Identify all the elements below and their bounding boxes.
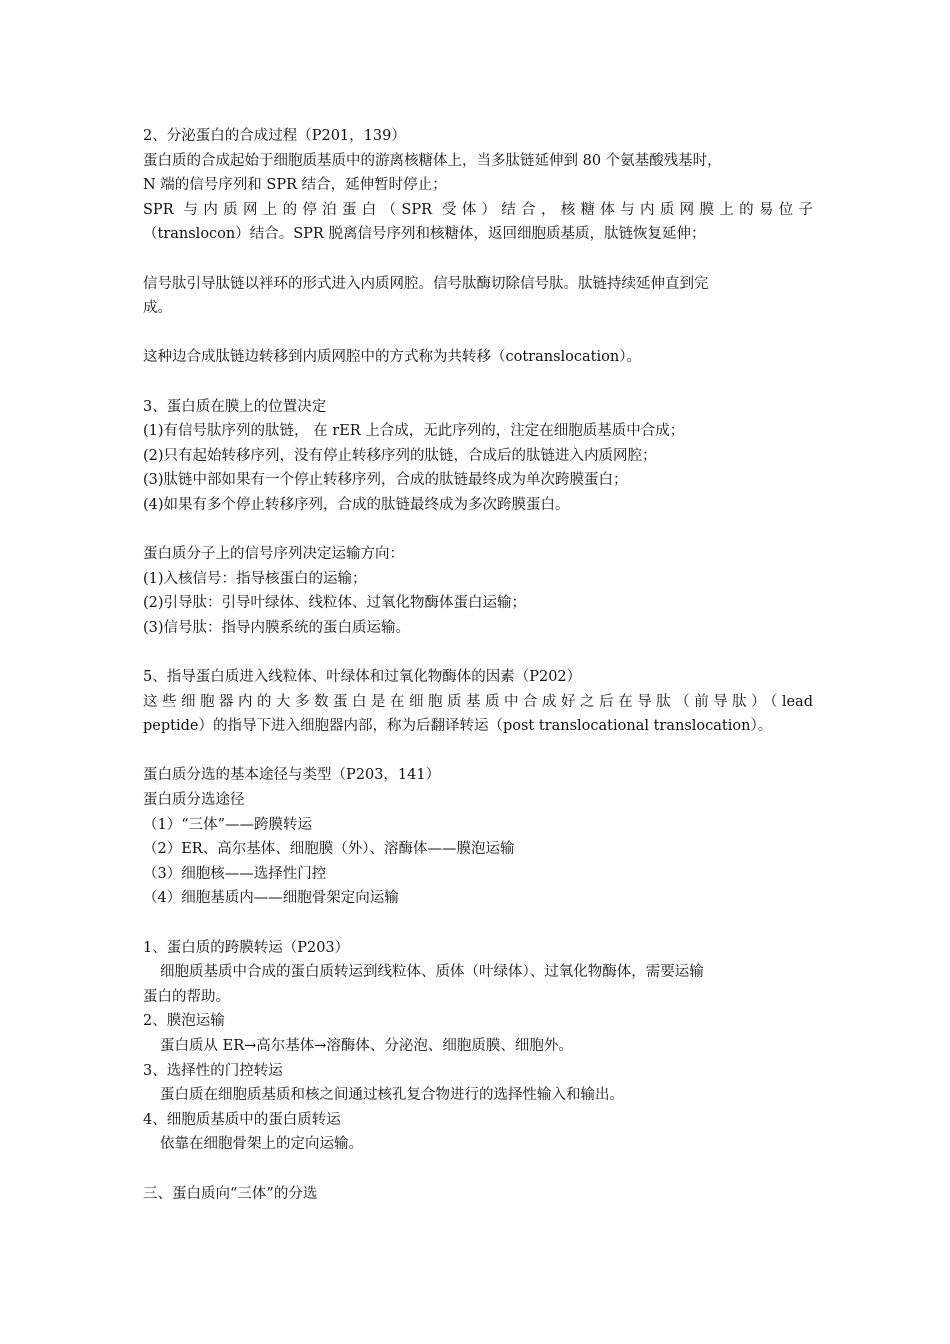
section-heading: 2、膜泡运输 xyxy=(143,1013,225,1030)
blank-line xyxy=(143,370,813,395)
list-item: (1)有信号肽序列的肽链， 在 rER 上合成，无此序列的，注定在细胞质基质中合成； xyxy=(143,423,685,440)
paragraph-line: 蛋白的帮助。 xyxy=(143,988,230,1005)
blank-line xyxy=(143,739,813,764)
paragraph-line: （translocon）结合。SPR 脱离信号序列和核糖体，返回细胞质基质，肽链恢复延伸； xyxy=(143,226,706,243)
section-heading: 2、分泌蛋白的合成过程（P201，139） xyxy=(143,128,406,144)
section-heading: 三、蛋白质向“三体”的分选 xyxy=(143,1185,318,1202)
document-page xyxy=(143,124,813,1206)
subheading: 蛋白质分选途径 xyxy=(143,792,245,809)
paragraph-line: 这种边合成肽链边转移到内质网腔中的方式称为共转移（cotranslocation）。 xyxy=(143,349,641,366)
paragraph-line: 蛋白质在细胞质基质和核之间通过核孔复合物进行的选择性输入和输出。 xyxy=(160,1087,624,1104)
blank-line xyxy=(143,911,813,936)
blank-line xyxy=(143,321,813,346)
list-item: （1）“三体”——跨膜转运 xyxy=(143,816,313,833)
paragraph-line: N 端的信号序列和 SPR 结合，延伸暂时停止； xyxy=(143,177,447,194)
section-heading: 5、指导蛋白质进入线粒体、叶绿体和过氧化物酶体的因素（P202） xyxy=(143,669,582,686)
section-heading: 蛋白质分选的基本途径与类型（P203，141） xyxy=(143,767,441,784)
paragraph-line: 细胞质基质中合成的蛋白质转运到线粒体、质体（叶绿体）、过氧化物酶体，需要运输 xyxy=(160,964,704,981)
list-item: (1)入核信号：指导核蛋白的运输； xyxy=(143,570,367,587)
paragraph-line: 信号肽引导肽链以袢环的形式进入内质网腔。信号肽酶切除信号肽。肽链持续延伸直到完 xyxy=(143,275,709,292)
blank-line xyxy=(143,518,813,543)
list-item: (3)信号肽：指导内膜系统的蛋白质运输。 xyxy=(143,619,411,636)
paragraph-line: 依靠在细胞骨架上的定向运输。 xyxy=(160,1136,363,1153)
paragraph-line: SPR 与内质网上的停泊蛋白（SPR 受体）结合，核糖体与内质网膜上的易位子 xyxy=(143,201,813,218)
paragraph-line: 成。 xyxy=(143,300,172,317)
section-heading: 1、蛋白质的跨膜转运（P203） xyxy=(143,939,350,956)
section-heading: 3、选择性的门控转运 xyxy=(143,1062,283,1079)
list-item: （3）细胞核——选择性门控 xyxy=(143,865,327,882)
section-heading: 3、蛋白质在膜上的位置决定 xyxy=(143,398,327,415)
list-item: (3)肽链中部如果有一个停止转移序列，合成的肽链最终成为单次跨膜蛋白； xyxy=(143,472,628,489)
blank-line xyxy=(143,640,813,665)
paragraph-line: peptide）的指导下进入细胞器内部，称为后翻译转运（post translocational translocation）。 xyxy=(143,718,773,735)
paragraph-line: 蛋白质的合成起始于细胞质基质中的游离核糖体上，当多肽链延伸到 80 个氨基酸残基时， xyxy=(143,152,722,169)
list-item: (2)引导肽：引导叶绿体、线粒体、过氧化物酶体蛋白运输； xyxy=(143,595,527,612)
blank-line xyxy=(143,1157,813,1182)
list-item: (2)只有起始转移序列，没有停止转移序列的肽链，合成后的肽链进入内质网腔； xyxy=(143,447,657,464)
paragraph-line: 蛋白质从 ER→高尔基体→溶酶体、分泌泡、细胞质膜、细胞外。 xyxy=(160,1037,573,1054)
list-item: (4)如果有多个停止转移序列，合成的肽链最终成为多次跨膜蛋白。 xyxy=(143,496,570,513)
section-heading: 4、细胞质基质中的蛋白质转运 xyxy=(143,1111,341,1128)
blank-line xyxy=(143,247,813,272)
list-item: （4）细胞基质内——细胞骨架定向运输 xyxy=(143,890,399,907)
section-heading: 蛋白质分子上的信号序列决定运输方向： xyxy=(143,546,404,563)
paragraph-line: 这些细胞器内的大多数蛋白是在细胞质基质中合成好之后在导肽（前导肽）（lead xyxy=(143,693,813,710)
list-item: （2）ER、高尔基体、细胞膜（外）、溶酶体——膜泡运输 xyxy=(143,841,515,858)
